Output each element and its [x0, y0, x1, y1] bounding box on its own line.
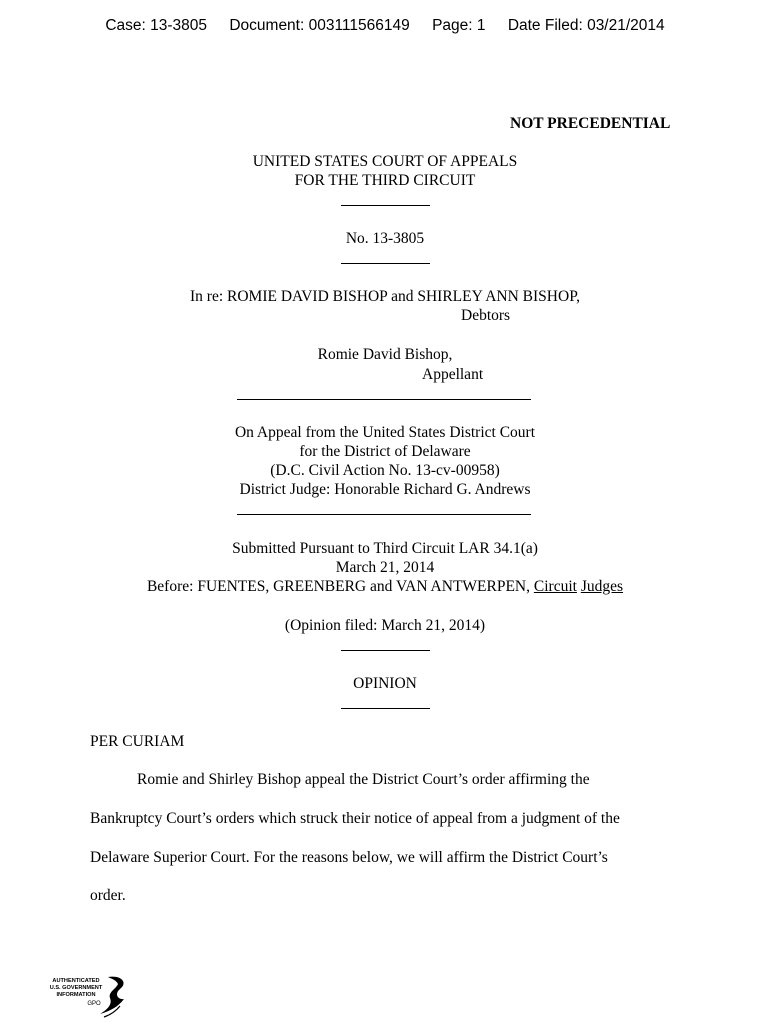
seal-line4: GPO [87, 1001, 101, 1007]
body-line-1: Romie and Shirley Bishop appeal the District Court’s order affirming the [137, 771, 590, 788]
separator-rule [237, 514, 531, 515]
seal-line1: AUTHENTICATED [52, 978, 100, 984]
docket-number: No. 13-3805 [345, 230, 425, 247]
appeal-origin-line2: for the District of Delaware [299, 443, 471, 460]
gpo-authentication-seal [40, 973, 132, 1019]
separator-rule [237, 399, 531, 400]
body-line-2: Bankruptcy Court’s orders which struck their notice of appeal from a judgment of the [90, 810, 620, 827]
separator-rule [341, 205, 430, 206]
document-number-header: Document: 003111566149 [229, 17, 410, 34]
separator-rule [341, 263, 430, 264]
appeal-origin-line1: On Appeal from the United States District Court [234, 424, 536, 441]
panel-circuit: Circuit [533, 578, 577, 595]
page-number-header: Page: 1 [432, 17, 486, 34]
opinion-filed-date: (Opinion filed: March 21, 2014) [284, 617, 486, 634]
panel-before: Before: FUENTES, GREENBERG and VAN ANTWERPEN, [146, 578, 534, 595]
case-number-header: Case: 13-3805 [105, 17, 208, 34]
precedential-status: NOT PRECEDENTIAL [510, 115, 671, 132]
per-curiam-label: PER CURIAM [90, 733, 185, 750]
eagle-icon [100, 977, 124, 1014]
district-judge: District Judge: Honorable Richard G. Andrews [239, 481, 531, 498]
seal-line2: U.S. GOVERNMENT [49, 985, 103, 991]
panel-judges [0, 577, 770, 596]
document-header [0, 17, 770, 35]
body-line-4: order. [90, 887, 126, 904]
civil-action-number: (D.C. Civil Action No. 13-cv-00958) [270, 462, 500, 479]
separator-rule [341, 708, 430, 709]
debtors-label: Debtors [461, 307, 511, 324]
appellant-role: Appellant [422, 366, 484, 383]
body-line-3: Delaware Superior Court. For the reasons below, we will affirm the District Court’s [90, 849, 608, 866]
seal-line3: INFORMATION [56, 992, 96, 998]
in-re-caption: In re: ROMIE DAVID BISHOP and SHIRLEY ANN BISHOP, [190, 288, 580, 305]
submission-basis: Submitted Pursuant to Third Circuit LAR 34.1(a) [232, 540, 538, 557]
date-filed-header: Date Filed: 03/21/2014 [507, 17, 665, 34]
panel-judges-label: Judges [580, 578, 624, 595]
separator-rule [341, 650, 430, 651]
opinion-heading: OPINION [353, 675, 417, 692]
appellant-name: Romie David Bishop, [317, 346, 453, 363]
court-name-line1: UNITED STATES COURT OF APPEALS [252, 153, 518, 170]
court-name-line2: FOR THE THIRD CIRCUIT [294, 172, 476, 189]
submission-date: March 21, 2014 [335, 559, 435, 576]
